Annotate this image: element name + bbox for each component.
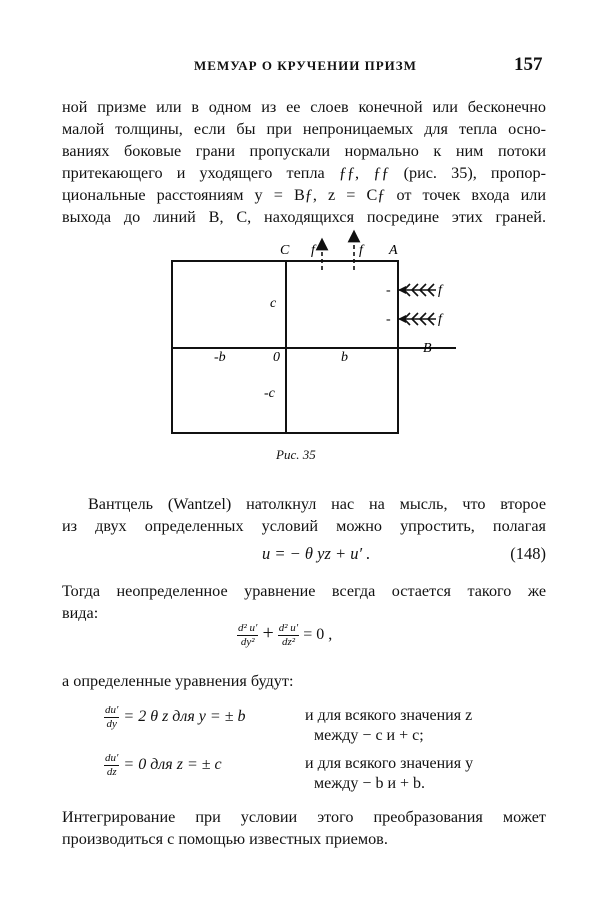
numerator: d² u′	[278, 622, 299, 634]
paragraph-5	[62, 806, 546, 850]
label-f-top-1: f	[311, 243, 315, 258]
text-line: вида:	[62, 604, 99, 622]
label-f-right-1: f	[438, 283, 442, 298]
heat-flow-arrow-right-2	[398, 313, 436, 325]
text-line: из двух определенных условий можно упростить, полагая	[62, 517, 546, 535]
fraction-term-2	[278, 622, 299, 649]
text-line: притекающего и уходящего тепла ƒƒ, ƒƒ (рис. 35), пропор-	[62, 164, 546, 182]
text-line: малой толщины, если бы при непроницаемых для тепла осно-	[62, 120, 546, 138]
paragraph-4: а определенные уравнения будут:	[62, 672, 294, 690]
label-zero: 0	[273, 350, 280, 365]
denominator: dy	[106, 718, 117, 730]
label-minus-c: -c	[264, 386, 275, 401]
condition-2-equation	[104, 752, 222, 779]
label-c: c	[270, 296, 277, 311]
condition-2-desc-1: и для всякого значения y	[305, 755, 474, 772]
label-A: A	[389, 243, 398, 258]
denominator: dz	[106, 766, 117, 778]
denominator: dy²	[240, 636, 255, 648]
fraction-term-1	[237, 622, 258, 649]
condition-2-desc-2: между − b и + b.	[314, 775, 426, 792]
text-line: Интегрирование при условии этого преобразования может	[62, 808, 546, 826]
condition-1-equation	[104, 704, 245, 731]
numerator: du′	[105, 752, 119, 764]
equation-148-number: (148)	[510, 544, 546, 563]
paragraph-2	[62, 493, 546, 537]
equation-laplace	[237, 622, 332, 649]
denominator: dz²	[281, 636, 296, 648]
paragraph-3	[62, 580, 546, 624]
condition-2-text: = 0 для z = ± c	[123, 756, 222, 774]
running-header: МЕМУАР О КРУЧЕНИИ ПРИЗМ	[194, 58, 417, 73]
label-minus-b: -b	[214, 350, 226, 365]
fraction-du-dz	[104, 752, 119, 779]
equation-rhs: = 0 ,	[303, 626, 333, 644]
text-line: производиться с помощью известных приемов.	[62, 830, 388, 848]
numerator: du′	[105, 704, 119, 716]
numerator: d² u′	[238, 622, 258, 634]
plus-sign: +	[262, 622, 274, 645]
condition-1-text: = 2 θ z для y = ± b	[123, 708, 246, 726]
text-line: ной призме или в одном из ее слоев конечной или бесконечно	[62, 98, 546, 116]
text-line: ваниях боковые грани пропускали нормально к ним потоки	[62, 142, 546, 160]
tick-dash-2: -	[386, 312, 391, 327]
text-line: выхода до линий B, C, находящихся посредине этих граней.	[62, 208, 546, 226]
text-line: Тогда неопределенное уравнение всегда остается такого же	[62, 582, 546, 600]
label-C: C	[280, 243, 290, 258]
page-number: 157	[514, 54, 543, 75]
equation-148	[62, 544, 546, 566]
text-line: циональные расстояниям y = Bƒ, z = Cƒ от точек входа или	[62, 186, 546, 204]
figure-caption: Рис. 35	[276, 447, 316, 462]
heat-flow-arrow-right-1	[398, 284, 436, 296]
text-line: Вантцель (Wantzel) натолкнул нас на мысль, что второе	[88, 495, 546, 513]
condition-1-desc-2: между − c и + c;	[314, 727, 424, 744]
label-f-top-2: f	[359, 243, 363, 258]
label-b: b	[341, 350, 348, 365]
fraction-du-dy	[104, 704, 119, 731]
tick-dash-1: -	[386, 283, 391, 298]
label-f-right-2: f	[438, 312, 442, 327]
equation-148-body: u = − θ yz + u′ .	[262, 544, 371, 563]
condition-1-desc-1: и для всякого значения z	[305, 707, 473, 724]
label-B: B	[423, 341, 432, 356]
